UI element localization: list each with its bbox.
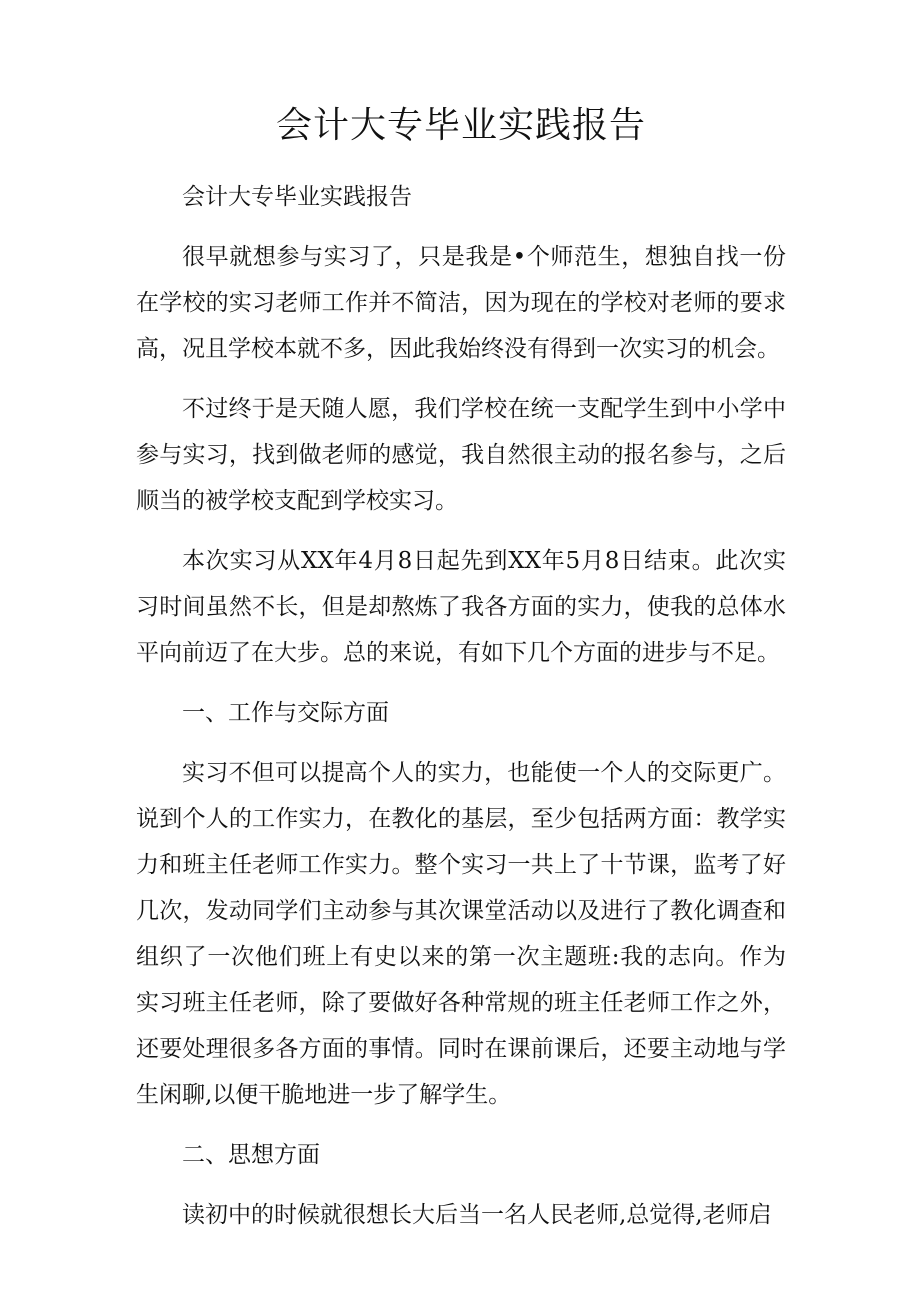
- subtitle-paragraph: 会计大专毕业实践报告: [182, 184, 412, 210]
- section-heading-thought: 二、思想方面: [182, 1142, 320, 1168]
- document-page: [136, 98, 786, 1238]
- document-title: 会计大专毕业实践报告: [275, 105, 646, 146]
- period-paragraph: 本次实习从XX年4月8日起先到XX年5月8日结束。此次实习时间虽然不长，但是却熬炼了我各方面的实力，使我的总体水平向前迈了在大步。总的来说，有如下几个方面的进步与不足。: [136, 548, 786, 666]
- placement-paragraph: 不过终于是天随人愿，我们学校在统一支配学生到中小学中参与实习，找到做老师的感觉，我自然很主动的报名参与，之后顺当的被学校支配到学校实习。: [136, 396, 786, 514]
- work-paragraph: 实习不但可以提高个人的实力，也能使一个人的交际更广。说到个人的工作实力，在教化的基层，至少包括两方面：教学实力和班主任老师工作实力。整个实习一共上了十节课，监考了好几次，发动同学们主动参与其次课堂活动以及进行了教化调查和组织了一次他们班上有史以来的第一次主题班:我的志向。作为实习班主任老师，除了要做好各种常规的班主任老师工作之外，还要处理很多各方面的事情。同时在课前课后，还要主动地与学生闲聊,以便干脆地进一步了解学生。: [136, 760, 786, 1108]
- intro-paragraph: 很早就想参与实习了，只是我是•个师范生，想独自找一份在学校的实习老师工作并不简洁，因为现在的学校对老师的要求高，况且学校本就不多，因此我始终没有得到一次实习的机会。: [136, 244, 786, 362]
- thought-paragraph: 读初中的时候就很想长大后当一名人民老师,总觉得,老师启: [182, 1202, 772, 1228]
- section-heading-work: 一、工作与交际方面: [182, 700, 389, 726]
